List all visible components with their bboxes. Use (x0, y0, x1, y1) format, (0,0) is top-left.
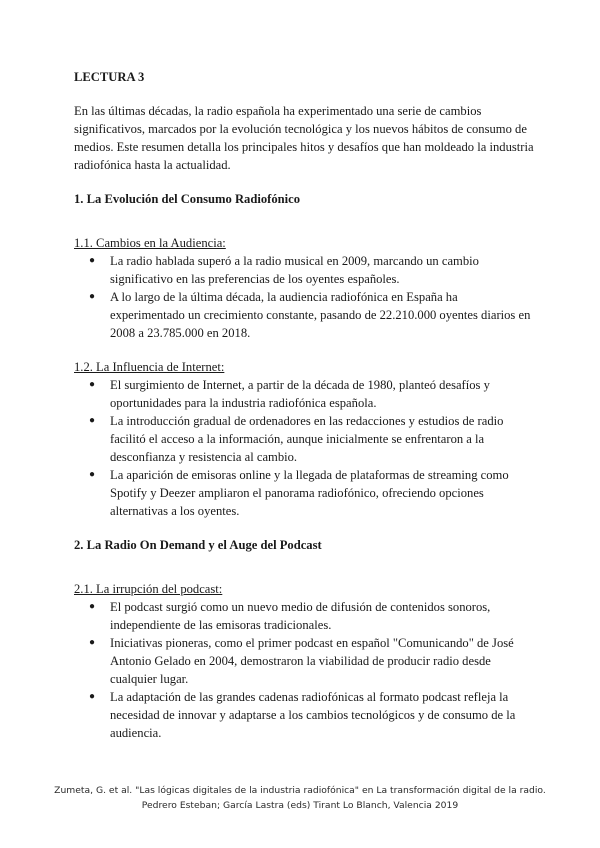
footer-line: Pedrero Esteban; García Lastra (eds) Tirant Lo Blanch, Valencia 2019 (141, 800, 459, 811)
list-item (74, 412, 534, 466)
list-item-text: La adaptación de las grandes cadenas radiofónicas al formato podcast refleja la necesidad de innovar y adaptarse a los cambios tecnológicos y de consumo de la audiencia. (110, 690, 516, 740)
bullet-icon: ● (89, 637, 96, 648)
bullet-icon: ● (89, 255, 96, 266)
bullet-icon: ● (89, 601, 96, 612)
bullet-icon: ● (89, 379, 96, 390)
section-heading: 1. La Evolución del Consumo Radiofónico (74, 192, 301, 206)
list-item-text: Iniciativas pioneras, como el primer podcast en español "Comunicando" de José Antonio Gelado en 2004, demostraron la viabilidad de producir radio desde cualquier lugar. (110, 636, 514, 686)
citation-footer (0, 783, 600, 813)
intro-paragraph: En las últimas décadas, la radio española ha experimentado una serie de cambios significativos, marcados por la evolución tecnológica y los nuevos hábitos de consumo de medios. Este resumen detalla los principales hitos y desafíos que han moldeado la industria radiofónica hasta la actualidad. (74, 104, 534, 172)
bullet-icon: ● (89, 691, 96, 702)
list-item (74, 688, 534, 742)
list-item (74, 634, 534, 688)
list-item-text: La introducción gradual de ordenadores en las redacciones y estudios de radio facilitó el acceso a la información, aunque inicialmente se enfrentaron a la desconfianza y resistencia al cambio. (110, 414, 504, 464)
bullet-icon: ● (89, 415, 96, 426)
list-item-text: La radio hablada superó a la radio musical en 2009, marcando un cambio significativo en las preferencias de los oyentes españoles. (110, 254, 479, 286)
document-body (74, 68, 534, 758)
list-item (74, 288, 534, 342)
subsection-heading: 1.1. Cambios en la Audiencia: (74, 236, 226, 250)
bullet-list (74, 252, 534, 342)
document-title: LECTURA 3 (74, 70, 145, 84)
list-item-text: El podcast surgió como un nuevo medio de difusión de contenidos sonoros, independiente de las emisoras tradicionales. (110, 600, 491, 632)
list-item-text: El surgimiento de Internet, a partir de la década de 1980, planteó desafíos y oportunidades para la industria radiofónica española. (110, 378, 490, 410)
list-item-text: A lo largo de la última década, la audiencia radiofónica en España ha experimentado un crecimiento constante, pasando de 22.210.000 oyentes diarios en 2008 a 23.785.000 en 2018. (110, 290, 531, 340)
subsection-heading: 1.2. La Influencia de Internet: (74, 360, 225, 374)
list-item (74, 466, 534, 520)
subsection-heading: 2.1. La irrupción del podcast: (74, 582, 223, 596)
bullet-icon: ● (89, 469, 96, 480)
list-item-text: La aparición de emisoras online y la llegada de plataformas de streaming como Spotify y Deezer ampliaron el panorama radiofónico, ofreciendo opciones alternativas a los oyentes. (110, 468, 509, 518)
bullet-list (74, 376, 534, 520)
list-item (74, 598, 534, 634)
footer-line: Zumeta, G. et al. "Las lógicas digitales de la industria radiofónica" en La transformación digital de la radio. (54, 785, 546, 796)
bullet-icon: ● (89, 291, 96, 302)
list-item (74, 252, 534, 288)
bullet-list (74, 598, 534, 742)
list-item (74, 376, 534, 412)
section-heading: 2. La Radio On Demand y el Auge del Podcast (74, 538, 322, 552)
